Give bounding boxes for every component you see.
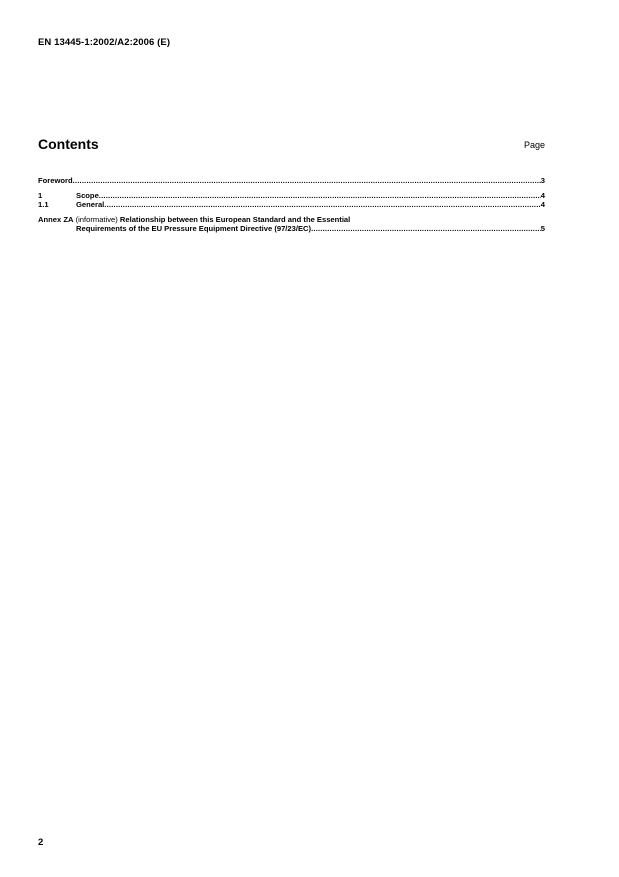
page-number: 2 [38,837,44,848]
toc-entry-number: 1.1 [38,200,49,209]
toc-leader-dots [311,224,541,233]
annex-title-line-2 [38,224,545,233]
contents-heading: Contents [38,136,99,152]
toc-entry-page: 4 [540,200,545,209]
annex-label: Annex ZA [38,215,74,224]
toc-leader-dots [104,200,540,209]
table-of-contents [38,176,545,233]
toc-entry-page: 3 [540,176,545,185]
annex-title-line-1 [38,215,545,224]
toc-entry-page: 5 [540,224,545,233]
annex-qualifier: (informative) [73,215,120,224]
annex-title-part-1: Relationship between this European Standard and the Essential [119,215,351,224]
toc-entry-title: Scope [76,191,99,200]
document-header: EN 13445-1:2002/A2:2006 (E) [38,37,171,48]
toc-entry-title: Foreword [38,176,73,185]
toc-entry-general[interactable] [38,200,545,209]
toc-entry-title: General [76,200,105,209]
annex-title-part-2: Requirements of the EU Pressure Equipment Directive (97/23/EC) [76,224,312,233]
toc-entry-foreword[interactable] [38,176,545,185]
toc-leader-dots [73,176,541,185]
toc-entry-number: 1 [38,191,43,200]
toc-entry-annex-za[interactable] [38,215,545,233]
page-column-label: Page [523,140,545,150]
toc-leader-dots [99,191,541,200]
toc-entry-page: 4 [540,191,545,200]
toc-entry-scope[interactable] [38,191,545,200]
